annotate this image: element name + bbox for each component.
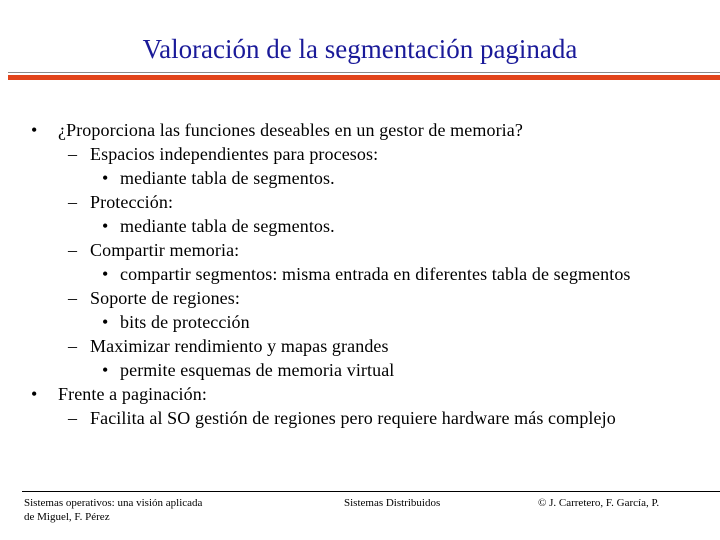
bullet-marker: • — [102, 216, 109, 236]
dash-marker: – — [68, 408, 77, 428]
dash-marker: – — [68, 240, 77, 260]
sub-item: Soporte de regiones: — [90, 288, 240, 308]
sub-item: Compartir memoria: — [90, 240, 240, 260]
slide-title: Valoración de la segmentación paginada — [142, 34, 578, 64]
footer-divider — [22, 491, 720, 492]
sub-item: Maximizar rendimiento y mapas grandes — [90, 336, 389, 356]
sub-item: Espacios independientes para procesos: — [90, 144, 379, 164]
title-divider-thin — [8, 72, 720, 73]
bullet-marker: • — [102, 264, 109, 284]
dash-marker: – — [68, 288, 77, 308]
bullet-marker: • — [102, 360, 109, 380]
sub-sub-item: bits de protección — [120, 312, 250, 332]
footer-course-name: Sistemas Distribuidos — [344, 497, 441, 509]
sub-sub-item: compartir segmentos: misma entrada en diferentes tabla de segmentos — [120, 264, 631, 284]
sub-item: Protección: — [90, 192, 174, 212]
dash-marker: – — [68, 144, 77, 164]
bullet-marker: • — [102, 168, 109, 188]
bullet-item: Frente a paginación: — [58, 384, 207, 404]
bullet-marker: • — [102, 312, 109, 332]
title-divider-accent — [8, 75, 720, 80]
bullet-marker: • — [31, 384, 38, 404]
bullet-marker: • — [31, 120, 38, 140]
sub-sub-item: mediante tabla de segmentos. — [120, 216, 335, 236]
sub-sub-item: permite esquemas de memoria virtual — [120, 360, 395, 380]
footer-copyright: © J. Carretero, F. García, P. — [538, 497, 660, 509]
footer-book-credit — [24, 496, 202, 524]
sub-sub-item: mediante tabla de segmentos. — [120, 168, 335, 188]
sub-item: Facilita al SO gestión de regiones pero requiere hardware más complejo — [90, 408, 616, 428]
dash-marker: – — [68, 336, 77, 356]
footer-book-authors: de Miguel, F. Pérez — [24, 511, 110, 523]
bullet-item: ¿Proporciona las funciones deseables en un gestor de memoria? — [58, 120, 523, 140]
footer-book-title: Sistemas operativos: una visión aplicada — [24, 497, 203, 509]
dash-marker: – — [68, 192, 77, 212]
